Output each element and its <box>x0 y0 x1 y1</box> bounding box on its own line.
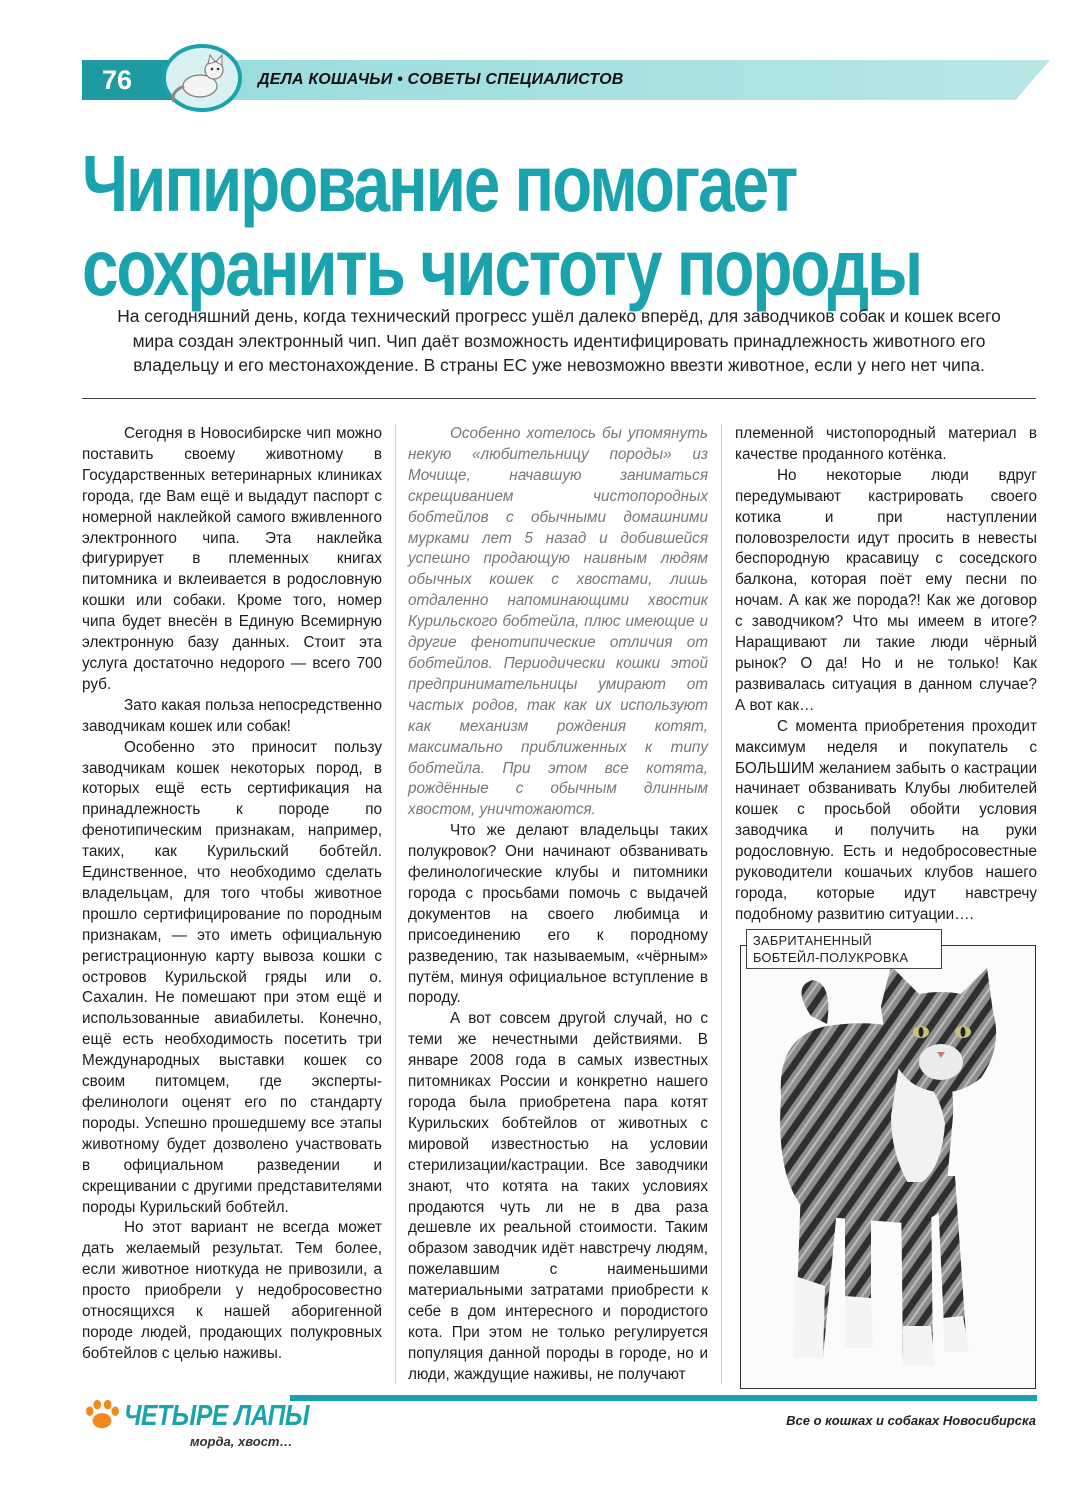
section-title: ДЕЛА КОШАЧЬИ • СОВЕТЫ СПЕЦИАЛИСТОВ <box>258 71 624 88</box>
lead-line2: мира создан электронный чип. Чип даёт возможность идентифицировать принадлежность животного его <box>132 330 986 351</box>
paragraph: Но этот вариант не всегда может дать желаемый результат. Тем более, если животное ниоткуда не привозили, а просто приобрели у недобросовестно относящихся к нашей аборигенной породе людей, продающих полукровных бобтейлов с целью наживы. <box>82 1219 382 1362</box>
paragraph: Особенно это приносит пользу заводчикам кошек некоторых пород, в которых ещё есть сертификация на принадлежность к породе по фенотипическим признакам, например, таких, как Курильский бобтейл. Единственное, что необходимо сделать владельцам, для того чтобы животное прошло сертифицирование по породным признакам, — это иметь официальную регистрационную карту вывоза кошки с островов Курильской гряды или о. Сахалин. Не помешают при этом ещё и использованные авиабилеты. Конечно, ещё есть необходимость посетить три Международных выставки кошек со своим питомцем, где эксперты-фелинологи оценят его по стандарту породы. Успешно прошедшему все этапы животному будет дозволено участвовать в официальном разведении и скрещивании с другими представителями породы Курильский бобтейл. <box>82 738 382 1216</box>
article-title-line1: Чипирование помогает <box>82 139 797 228</box>
bobtail-cat-illustration <box>741 946 1035 1388</box>
paragraph: племенной чистопородный материал в качестве проданного котёнка. <box>735 425 1037 463</box>
paragraph: Зато какая польза непосредственно заводчикам кошек или собак! <box>82 696 382 735</box>
column-divider <box>395 424 396 1384</box>
paw-icon <box>82 1398 122 1432</box>
paragraph: Что же делают владельцы таких полукровок? Они начинают обзванивать фелинологические клубы и питомники города с просьбами помочь с выдачей документов на своего любимца и присоединению его к породному разведению, так называемым, «чёрным» путём, минуя официальное вступление в породу. <box>408 822 708 1007</box>
photo-caption <box>746 929 942 969</box>
photo-caption-line1: ЗАБРИТАНЕННЫЙ <box>753 933 873 948</box>
paragraph: А вот совсем другой случай, но с теми же нечестными действиями. В январе 2008 года в самых известных питомниках России и конкретно нашего города была приобретена пара котят Курильских бобтейлов от животных с мировой известностью на условии стерилизации/кастрации. Все заводчики знают, что котята на таких условиях продаются чуть ли не в два раза дешевле их реальной стоимости. Таким образом заводчик идёт навстречу людям, пожелавшим с наименьшими материальными затратами приобрести к себе в дом интересного и породистого кота. При этом не только регулируется популяция данной породы в городе, но и люди, жаждущие наживы, не получают <box>408 1010 708 1383</box>
column-1 <box>82 424 382 1365</box>
article-lead <box>82 304 1036 378</box>
lead-line3: владельцу и его местонахождение. В страны ЕС уже невозможно ввезти животное, если у него нет чипа. <box>133 355 985 375</box>
column-3 <box>735 424 1037 926</box>
lead-divider <box>82 398 1036 399</box>
footer-tagline: Все о кошках и собаках Новосибирска <box>786 1413 1036 1428</box>
magazine-slogan: морда, хвост… <box>190 1434 293 1449</box>
lead-line1: На сегодняшний день, когда технический прогресс ушёл далеко вперёд, для заводчиков собак и кошек всего <box>117 306 1001 326</box>
cat-photo <box>740 945 1036 1389</box>
paragraph: Но некоторые люди вдруг передумывают кастрировать своего котика и при наступлении половозрелости идут просить в невесты беспородную красавицу с соседского балкона, которая поёт ему песни по ночам. А как же порода?! Как же договор с заводчиком? Что мы имеем в итоге? Наращивают ли такие люди чёрный рынок? О да! Но и не только! Как развивалась ситуация в данном случае? А вот как… <box>735 466 1037 714</box>
article-title <box>82 139 922 312</box>
column-divider <box>721 424 722 1384</box>
cat-badge-icon <box>160 42 244 114</box>
footer-bar <box>290 1395 1037 1401</box>
italic-paragraph: Особенно хотелось бы упомянуть некую «любительницу породы» из Мочище, начавшую заниматься скрещиванием чистопородных бобтейлов с обычными домашними мурками лет 5 назад и добившейся успешно продающую наивным людям обычных кошек с хвостами, лишь отдаленно напоминающими хвостик Курильского бобтейла, плюс имеющие и другие фенотипические отличия от бобтейлов. Периодически кошки этой предпринимательницы умирают от частых родов, так как их используют как механизм рождения котят, максимально приближенных к типу бобтейла. При этом все котята, рождённые с обычным длинным хвостом, уничтожаются. <box>408 425 708 819</box>
magazine-logo: ЧЕТЫРЕ ЛАПЫ <box>124 1400 310 1432</box>
page-number: 76 <box>101 65 133 95</box>
paragraph: Сегодня в Новосибирске чип можно поставить своему животному в Государственных ветеринарных клиниках города, где Вам ещё и выдадут паспорт с номерной наклейкой самого вживленного электронного чипа. Эта наклейка фигурирует в племенных книгах питомника и вклеивается в родословную кошки или собаки. Кроме того, номер чипа будет внесён в Единую Всемирную электронную базу данных. Стоит эта услуга достаточно недорого — всего 700 руб. <box>82 425 382 693</box>
paragraph: С момента приобретения проходит максимум неделя и покупатель с БОЛЬШИМ желанием забыть о кастрации начинает обзванивать Клубы любителей кошек с просьбой обойти условия заводчика и получить на руки родословную. Есть и недобросовестные руководители кошачьих клубов нашего города, которые идут навстречу подобному развитию ситуации…. <box>735 717 1037 923</box>
column-2 <box>408 424 708 1386</box>
photo-caption-line2: БОБТЕЙЛ-ПОЛУКРОВКА <box>753 950 909 965</box>
article-title-line2: сохранить чистоту породы <box>82 223 922 312</box>
